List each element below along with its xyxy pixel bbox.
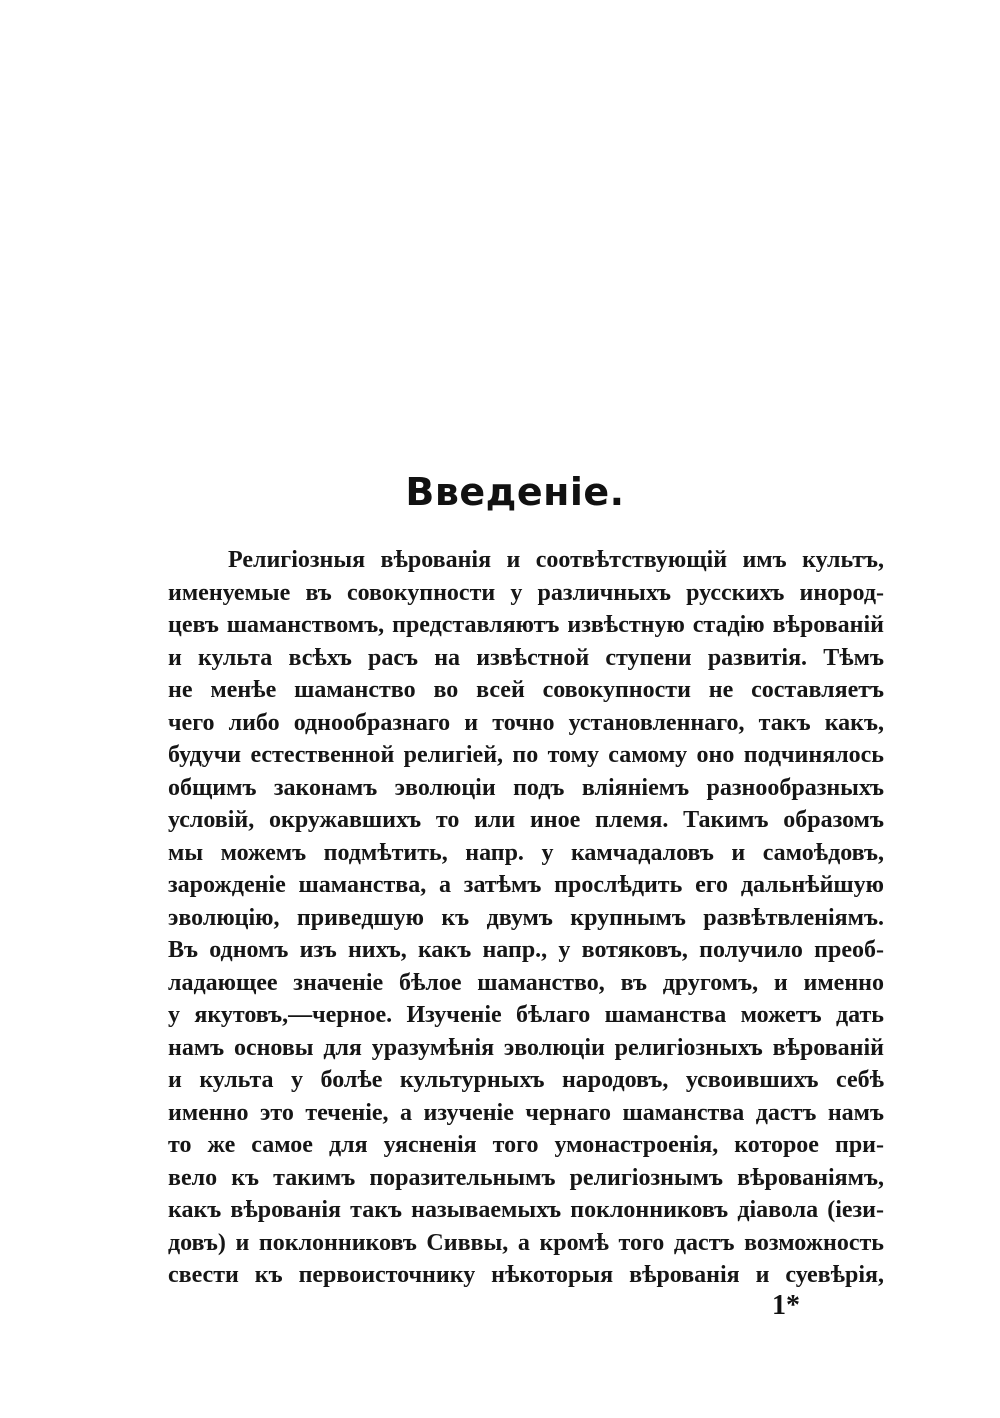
text-line: общимъ законамъ эволюцiи подъ влiянiемъ разнообразныхъ (168, 774, 884, 801)
text-line: Въ одномъ изъ нихъ, какъ напр., у вотяковъ, получило преоб- (168, 937, 884, 963)
text-line: чего либо однообразнаго и точно установленнаго, такъ какъ, (168, 709, 884, 736)
text-line: условiй, окружавшихъ то или иное племя. Такимъ образомъ (168, 807, 884, 833)
text-line: вело къ такимъ поразительнымъ религiознымъ вѣрованiямъ, (168, 1164, 884, 1191)
text-line: не менѣе шаманство во всей совокупности не составляетъ (168, 677, 884, 703)
text-line: свести къ первоисточнику нѣкоторыя вѣрованiя и суевѣрiя, (168, 1262, 884, 1288)
text-line: намъ основы для уразумѣнiя эволюцiи религiозныхъ вѣрованiй (168, 1034, 884, 1061)
text-line: Религiозныя вѣрованiя и соотвѣтствующiй имъ культъ, (228, 547, 884, 573)
text-line: то же самое для уясненiя того умонастроенiя, которое при- (168, 1132, 884, 1158)
text-line: цевъ шаманствомъ, представляютъ извѣстную стадiю вѣрованiй (168, 612, 884, 638)
page-title: Введенiе. (405, 470, 625, 514)
text-line: именуемые въ совокупности у различныхъ русскихъ инород- (168, 579, 884, 606)
text-line: зарожденiе шаманства, а затѣмъ прослѣдить его дальнѣйшую (168, 872, 884, 898)
text-line: и культа всѣхъ расъ на извѣстной ступени развитiя. Тѣмъ (168, 644, 884, 671)
text-line: эволюцiю, приведшую къ двумъ крупнымъ развѣтвленiямъ. (168, 904, 884, 931)
text-line: именно это теченiе, а изученiе чернаго шаманства дастъ намъ (168, 1099, 884, 1126)
text-line: у якутовъ,—черное. Изученiе бѣлаго шаманства можетъ дать (168, 1002, 884, 1028)
text-line: и культа у болѣе культурныхъ народовъ, усвоившихъ себѣ (168, 1067, 884, 1093)
text-line: какъ вѣрованiя такъ называемыхъ поклонниковъ дiавола (iези- (168, 1197, 884, 1223)
text-line: довъ) и поклонниковъ Сиввы, а кромѣ того дастъ возможность (168, 1229, 884, 1256)
text-line: ладающее значенiе бѣлое шаманство, въ другомъ, и именно (168, 969, 884, 996)
text-line: будучи естественной религiей, по тому самому оно подчинялось (168, 742, 884, 768)
text-line: мы можемъ подмѣтить, напр. у камчадаловъ и самоѣдовъ, (168, 839, 884, 866)
body-paragraph (168, 544, 884, 1292)
page-number: 1* (772, 1290, 800, 1321)
